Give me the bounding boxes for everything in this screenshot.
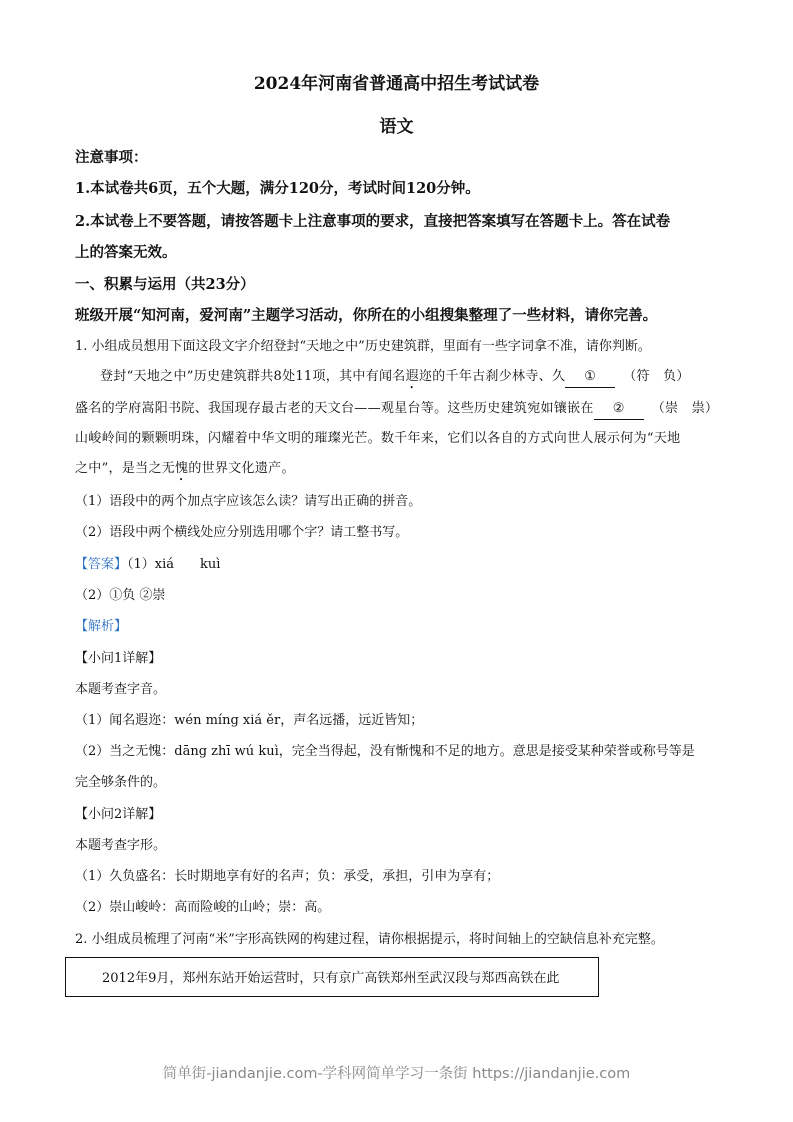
footer-watermark: 简单街-jiandanjie.com-学科网简单学习一条街 https://jiandanjie.com bbox=[162, 1066, 631, 1082]
blank-1: ① bbox=[565, 367, 615, 388]
passage-line-2 bbox=[75, 399, 720, 420]
passage-line-4 bbox=[75, 459, 720, 484]
options-2: （崇 祟） bbox=[651, 401, 719, 416]
subject-title: 语文 bbox=[379, 117, 414, 137]
timeline-box bbox=[65, 957, 599, 997]
text: 登封“天地之中”历史建筑群共8处11项，其中有闻名 bbox=[100, 369, 406, 384]
answer-2: （2）①负 ②崇 bbox=[75, 588, 166, 603]
subquestion-1-heading: 【小问1详解】 bbox=[75, 651, 162, 666]
subquestion-1-intro: 本题考查字音。 bbox=[75, 682, 167, 697]
passage-line-1 bbox=[100, 367, 720, 392]
note-2-cont: 上的答案无效。 bbox=[75, 244, 177, 261]
question-2-stem: 2. 小组成员梳理了河南“米”字形高铁网的构建过程，请你根据提示，将时间轴上的空缺信息补充完整。 bbox=[75, 932, 664, 947]
dotted-char: 遐 bbox=[405, 369, 419, 384]
text: 迩的千年古刹少林寺、久 bbox=[418, 369, 566, 384]
timeline-text: 2012年9月，郑州东站开始运营时，只有京广高铁郑州至武汉段与郑西高铁在此 bbox=[102, 971, 560, 986]
text: 的世界文化遗产。 bbox=[188, 461, 295, 476]
activity-intro: 班级开展“知河南，爱河南”主题学习活动，你所在的小组搜集整理了一些材料，请你完善。 bbox=[75, 307, 658, 324]
explanation-line: （1）久负盛名：长时期地享有好的名声；负：承受，承担，引申为享有； bbox=[75, 869, 500, 884]
note-2: 2.本试卷上不要答题，请按答题卡上注意事项的要求，直接把答案填写在答题卡上。答在试卷 bbox=[75, 213, 671, 230]
answer-label: 【答案】 bbox=[75, 557, 128, 572]
explanation-line: （2）当之无愧：dāng zhī wú kuì，完全当得起，没有惭愧和不足的地方。意思是接受某种荣誉或称号等是 bbox=[75, 744, 695, 759]
answer-1: （1）xiá kuì bbox=[127, 557, 221, 572]
options-1: （符 负） bbox=[623, 369, 690, 384]
blank-2: ② bbox=[594, 399, 644, 420]
analysis-label: 【解析】 bbox=[75, 619, 128, 634]
text: 之中”，是当之无 bbox=[75, 461, 176, 476]
sub-question-2: （2）语段中两个横线处应分别选用哪个字？请工整书写。 bbox=[75, 525, 409, 540]
dotted-char: 愧 bbox=[175, 461, 189, 476]
sub-question-1: （1）语段中的两个加点字应该怎么读？请写出正确的拼音。 bbox=[75, 494, 422, 509]
subquestion-2-intro: 本题考查字形。 bbox=[75, 838, 167, 853]
note-1: 1.本试卷共6页，五个大题，满分120分，考试时间120分钟。 bbox=[75, 180, 480, 197]
explanation-line: （2）崇山峻岭：高而险峻的山岭；崇：高。 bbox=[75, 900, 331, 915]
passage-line-3: 山峻岭间的颗颗明珠，闪耀着中华文明的璀璨光芒。数千年来，它们以各自的方式向世人展示何为“天地 bbox=[75, 431, 681, 446]
question-1-stem: 1. 小组成员想用下面这段文字介绍登封“天地之中”历史建筑群，里面有一些字词拿不准，请你判断。 bbox=[75, 339, 651, 354]
explanation-line: 完全够条件的。 bbox=[75, 775, 167, 790]
notes-heading: 注意事项： bbox=[75, 149, 148, 166]
explanation-line: （1）闻名遐迩：wén míng xiá ěr，声名远播，远近皆知； bbox=[75, 713, 424, 728]
section-heading: 一、积累与运用（共23分） bbox=[75, 276, 255, 293]
page-title: 2024年河南省普通高中招生考试试卷 bbox=[253, 74, 540, 94]
answer-line-1 bbox=[75, 555, 220, 575]
subquestion-2-heading: 【小问2详解】 bbox=[75, 807, 162, 822]
text: 盛名的学府嵩阳书院、我国现存最古老的天文台——观星台等。这些历史建筑宛如镶嵌在 bbox=[75, 401, 594, 416]
